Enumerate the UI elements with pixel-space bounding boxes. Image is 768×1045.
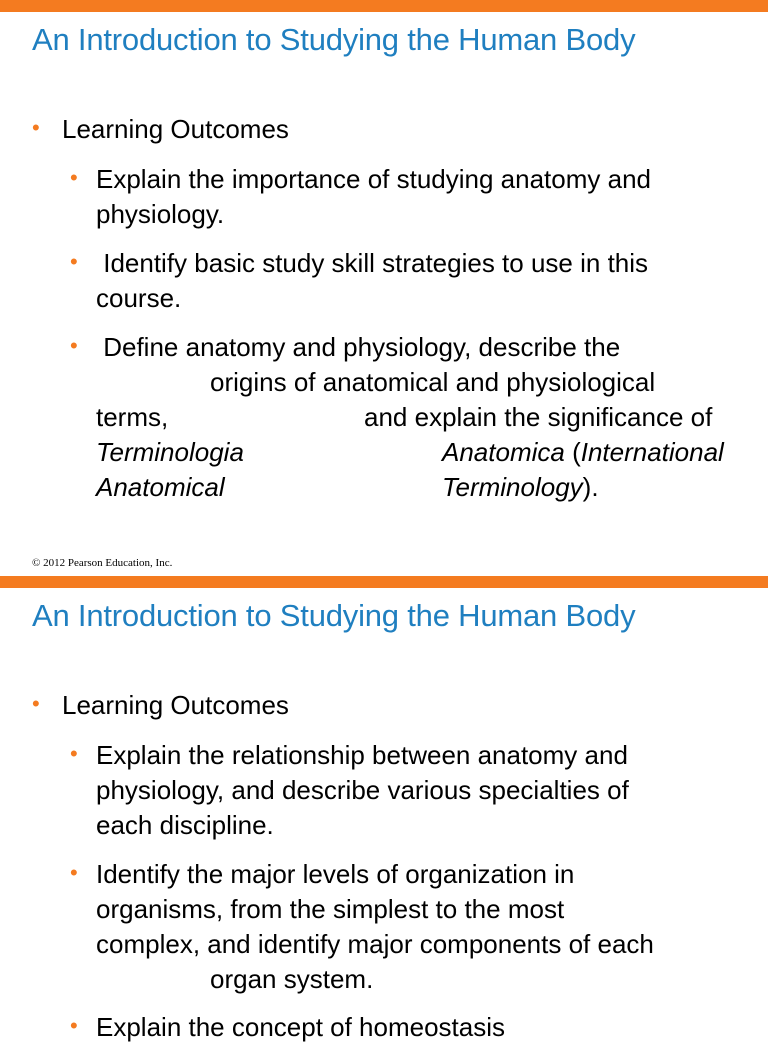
bullet-dot-icon: • <box>70 249 78 274</box>
bullet-dot-icon: • <box>70 1013 78 1038</box>
outcome-line <box>96 400 713 435</box>
outcome-item <box>70 330 724 505</box>
outcome-line <box>96 435 724 470</box>
outcome-line: Explain the concept of homeostasis <box>96 1012 506 1042</box>
top-accent-bar <box>0 0 768 12</box>
copyright-notice: © 2012 Pearson Education, Inc. <box>32 557 173 569</box>
english-term: Anatomical <box>96 472 225 502</box>
bullet-dot-icon: • <box>70 860 78 885</box>
heading-text: Learning Outcomes <box>62 114 289 144</box>
top-accent-bar <box>0 576 768 588</box>
bullet-dot-icon: • <box>32 691 40 716</box>
outcomes-heading <box>32 688 289 723</box>
outcome-segment: and explain the significance of <box>364 402 713 432</box>
outcome-segment: organ system. <box>210 964 374 994</box>
outcome-item <box>70 162 652 232</box>
bullet-dot-icon: • <box>70 165 78 190</box>
outcomes-heading <box>32 112 289 147</box>
outcome-line: organisms, from the simplest to the most <box>96 894 565 924</box>
slide-2 <box>0 576 768 1042</box>
outcome-line: each discipline. <box>96 810 274 840</box>
heading-text: Learning Outcomes <box>62 690 289 720</box>
outcome-item <box>70 738 629 843</box>
outcome-line <box>96 962 654 997</box>
slide-title: An Introduction to Studying the Human Body <box>32 598 636 633</box>
outcome-line: Explain the importance of studying anatomy and <box>96 164 652 194</box>
outcome-line: Define anatomy and physiology, describe the <box>96 332 621 362</box>
latin-term: Terminologia <box>96 437 244 467</box>
outcome-segment <box>442 435 724 470</box>
outcome-item <box>70 246 649 316</box>
latin-term: Anatomica <box>442 437 565 467</box>
outcome-line <box>96 470 620 505</box>
outcome-line: physiology, and describe various specialties of <box>96 775 629 805</box>
english-term: Terminology <box>442 472 583 502</box>
paren-text: ( <box>564 437 581 467</box>
bullet-dot-icon: • <box>32 115 40 140</box>
outcome-line: Identify the major levels of organization in <box>96 859 575 889</box>
english-term: International <box>580 437 724 467</box>
outcome-line: course. <box>96 283 182 313</box>
outcome-line: Identify basic study skill strategies to use in this <box>96 248 649 278</box>
bullet-dot-icon: • <box>70 741 78 766</box>
outcome-item <box>70 1010 506 1045</box>
outcome-segment: terms, <box>96 402 169 432</box>
outcome-line <box>96 365 656 400</box>
slide-title: An Introduction to Studying the Human Body <box>32 22 636 57</box>
paren-text: ). <box>582 472 599 502</box>
outcome-segment <box>442 470 599 505</box>
outcome-segment: origins of anatomical and physiological <box>210 367 656 397</box>
outcome-line: physiology. <box>96 199 225 229</box>
outcome-item <box>70 857 654 997</box>
outcome-line: complex, and identify major components of each <box>96 929 654 959</box>
outcome-line: Explain the relationship between anatomy and <box>96 740 628 770</box>
bullet-dot-icon: • <box>70 333 78 358</box>
